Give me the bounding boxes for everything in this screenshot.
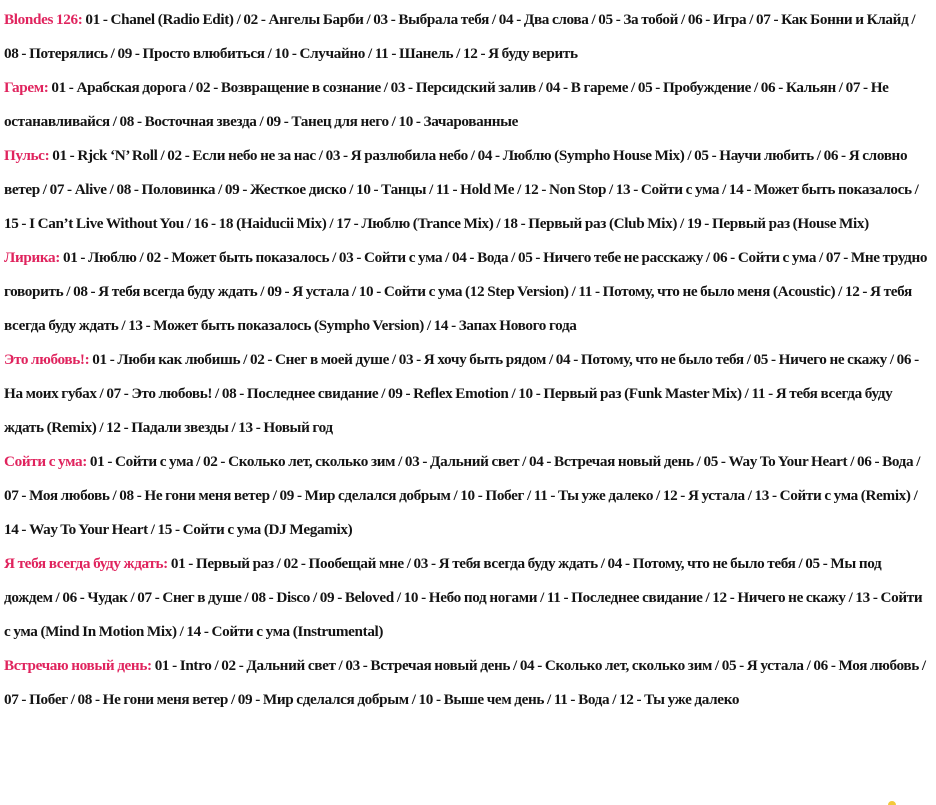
album-tracklist: 01 - Rjck ‘N’ Roll / 02 - Если небо не за нас / 03 - Я разлюбила небо / 04 - Люблю (Sympho House Mix) / 05 - Научи любить / 06 - Я словно ветер / 07 - Alive / 08 - Половинка / 09 - Жесткое диско / 10 - Танцы / 11 - Hold Me / 12 - Non Stop / 13 - Сойти с ума / 14 - Может быть показалось / 15 - I Can’t Live Without You / 16 - 18 (Haiducii Mix) / 17 - Люблю (Trance Mix) / 18 - Первый раз (Club Mix) / 19 - Первый раз (House Mix) — [4, 147, 919, 232]
album-soiti-s-uma — [4, 445, 930, 547]
album-title: Встречаю новый день: — [4, 657, 152, 674]
decorative-dot — [888, 801, 896, 805]
album-tracklist: 01 - Арабская дорога / 02 - Возвращение в сознание / 03 - Персидский залив / 04 - В гареме / 05 - Пробуждение / 06 - Кальян / 07 - Не останавливайся / 08 - Восточная звезда / 09 - Танец для него / 10 - Зачарованные — [4, 79, 889, 130]
album-title: Я тебя всегда буду ждать: — [4, 555, 168, 572]
album-tracklist: 01 - Chanel (Radio Edit) / 02 - Ангелы Барби / 03 - Выбрала тебя / 04 - Два слова / 05 - За тобой / 06 - Игра / 07 - Как Бонни и Клайд / 08 - Потерялись / 09 - Просто влюбиться / 10 - Случайно / 11 - Шанель / 12 - Я буду верить — [4, 11, 916, 62]
album-tracklist: 01 - Люби как любишь / 02 - Снег в моей душе / 03 - Я хочу быть рядом / 04 - Потому, что не было тебя / 05 - Ничего не скажу / 06 - На моих губах / 07 - Это любовь! / 08 - Последнее свидание / 09 - Reflex Emotion / 10 - Первый раз (Funk Master Mix) / 11 - Я тебя всегда буду ждать (Remix) / 12 - Падали звезды / 13 - Новый год — [4, 351, 919, 436]
album-title: Сойти с ума: — [4, 453, 87, 470]
album-title: Blondes 126: — [4, 11, 83, 28]
album-tracklist: 01 - Люблю / 02 - Может быть показалось / 03 - Сойти с ума / 04 - Вода / 05 - Ничего тебе не расскажу / 06 - Сойти с ума / 07 - Мне трудно говорить / 08 - Я тебя всегда буду ждать / 09 - Я устала / 10 - Сойти с ума (12 Step Version) / 11 - Потому, что не было меня (Acoustic) / 12 - Я тебя всегда буду ждать / 13 - Может быть показалось (Sympho Version) / 14 - Запах Нового года — [4, 249, 928, 334]
album-puls — [4, 139, 930, 241]
album-title: Пульс: — [4, 147, 50, 164]
album-ya-tebya-vsegda-budu-zhdat — [4, 547, 930, 649]
album-tracklist: 01 - Intro / 02 - Дальний свет / 03 - Встречая новый день / 04 - Сколько лет, сколько зим / 05 - Я устала / 06 - Моя любовь / 07 - Побег / 08 - Не гони меня ветер / 09 - Мир сделался добрым / 10 - Выше чем день / 11 - Вода / 12 - Ты уже далеко — [4, 657, 926, 708]
album-title: Лирика: — [4, 249, 60, 266]
album-blondes-126 — [4, 3, 930, 71]
discography-page — [4, 3, 930, 717]
album-title: Это любовь!: — [4, 351, 90, 368]
album-lirika — [4, 241, 930, 343]
album-garem — [4, 71, 930, 139]
album-eto-lyubov — [4, 343, 930, 445]
album-vstrechayu-novyi-den — [4, 649, 930, 717]
album-tracklist: 01 - Сойти с ума / 02 - Сколько лет, сколько зим / 03 - Дальний свет / 04 - Встречая новый день / 05 - Way To Your Heart / 06 - Вода / 07 - Моя любовь / 08 - Не гони меня ветер / 09 - Мир сделался добрым / 10 - Побег / 11 - Ты уже далеко / 12 - Я устала / 13 - Сойти с ума (Remix) / 14 - Way To Your Heart / 15 - Сойти с ума (DJ Megamix) — [4, 453, 921, 538]
album-title: Гарем: — [4, 79, 49, 96]
album-tracklist: 01 - Первый раз / 02 - Пообещай мне / 03 - Я тебя всегда буду ждать / 04 - Потому, что не было тебя / 05 - Мы под дождем / 06 - Чудак / 07 - Снег в душе / 08 - Disco / 09 - Beloved / 10 - Небо под ногами / 11 - Последнее свидание / 12 - Ничего не скажу / 13 - Сойти с ума (Mind In Motion Mix) / 14 - Сойти с ума (Instrumental) — [4, 555, 923, 640]
